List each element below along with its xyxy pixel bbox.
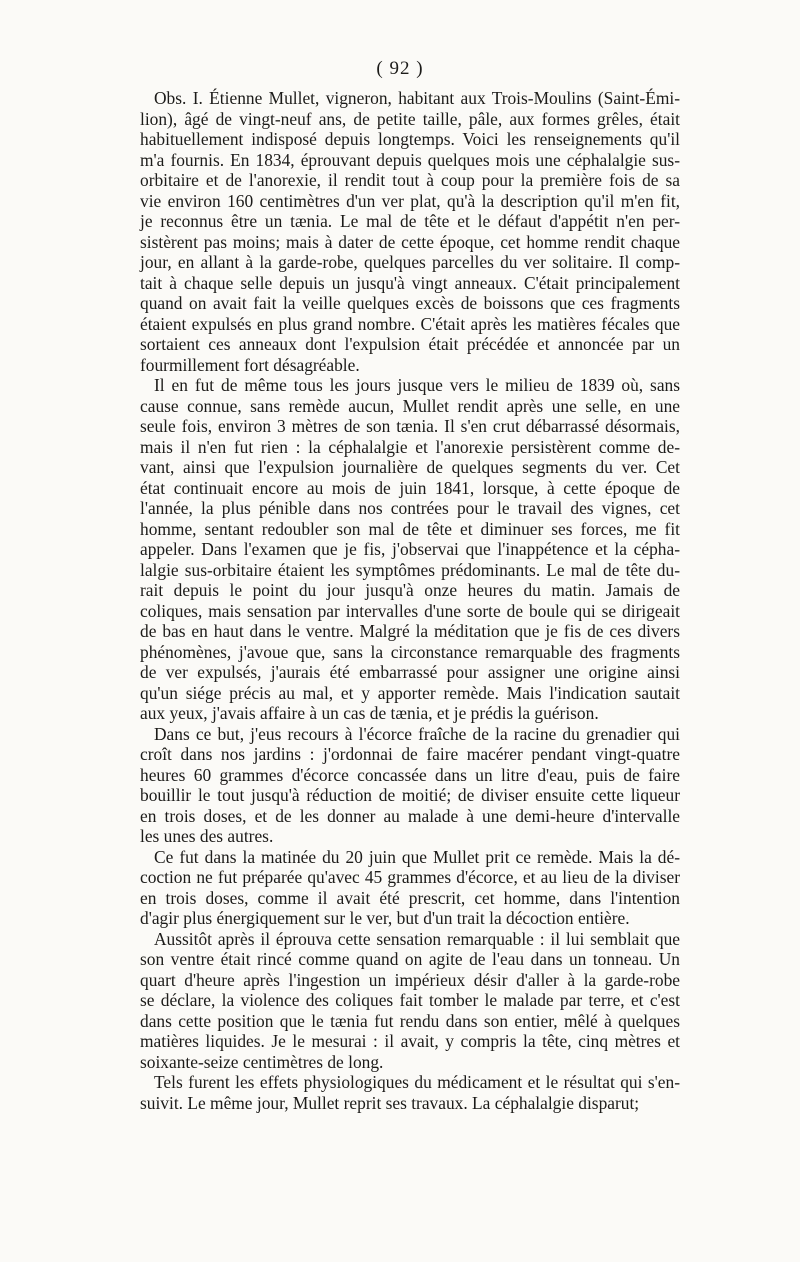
- text-line: Obs. I. Étienne Mullet, vigneron, habitant aux Trois-Moulins (Saint-Émi-: [154, 88, 680, 108]
- text-line: croît dans nos jardins : j'ordonnai de faire macérer pendant vingt-quatre: [140, 744, 680, 764]
- text-line: sortaient ces anneaux dont l'expulsion était précédée et annoncée par un: [140, 334, 680, 354]
- body-text: [140, 88, 680, 1113]
- text-line: suivit. Le même jour, Mullet reprit ses travaux. La céphalalgie disparut;: [140, 1092, 640, 1113]
- text-line: soixante-seize centimètres de long.: [140, 1051, 384, 1072]
- text-line: les unes des autres.: [140, 826, 274, 846]
- text-line: qu'un siége précis au mal, et y apporter remède. Mais l'indication sautait: [140, 682, 680, 703]
- text-line: seule fois, environ 3 mètres de son tænia. Il s'en crut débarrassé désormais,: [140, 416, 680, 436]
- text-line: phénomènes, j'avoue que, sans la circonstance remarquable des fragments: [140, 641, 680, 662]
- text-line: de bas en haut dans le ventre. Malgré la méditation que je fis de ces divers: [140, 621, 680, 641]
- text-line: lalgie sus-orbitaire étaient les symptômes prédominants. Le mal de tête du-: [140, 559, 680, 580]
- text-line: cause connue, sans remède aucun, Mullet rendit après une selle, en une: [140, 395, 680, 416]
- text-line: quand on avait fait la veille quelques excès de boissons que ces fragments: [140, 293, 680, 313]
- text-line: quart d'heure après l'ingestion un impérieux désir d'aller à la garde-robe: [140, 969, 680, 990]
- text-line: habituellement indisposé depuis longtemps. Voici les renseignements qu'il: [140, 129, 680, 149]
- paragraph: [140, 1072, 680, 1113]
- text-line: de ver expulsés, j'aurais été embarrassé pour assigner une origine ainsi: [140, 662, 680, 682]
- text-line: homme, sentant redoubler son mal de tête et diminuer ses forces, me fit: [140, 518, 680, 539]
- text-line: je reconnus être un tænia. Le mal de tête et le défaut d'appétit n'en per-: [140, 211, 680, 231]
- text-line: vie environ 160 centimètres d'un ver plat, qu'à la description qu'il m'en fit,: [140, 190, 680, 211]
- text-line: l'année, la plus pénible dans nos contrées pour le travail des vignes, cet: [140, 498, 680, 518]
- text-line: en trois doses, comme il avait été prescrit, cet homme, dans l'intention: [140, 887, 680, 908]
- text-line: coction ne fut préparée qu'avec 45 grammes d'écorce, et au lieu de la diviser: [140, 867, 680, 887]
- text-line: bouillir le tout jusqu'à réduction de moitié; de diviser ensuite cette liqueur: [140, 785, 680, 805]
- text-line: tait à chaque selle depuis un jusqu'à vingt anneaux. C'était principalement: [140, 272, 680, 293]
- text-line: heures 60 grammes d'écorce concassée dans un litre d'eau, puis de faire: [140, 764, 680, 785]
- text-line: Il en fut de même tous les jours jusque vers le milieu de 1839 où, sans: [154, 375, 680, 395]
- text-line: Tels furent les effets physiologiques du médicament et le résultat qui s'en-: [154, 1072, 680, 1092]
- paragraph: [140, 847, 680, 929]
- text-line: lion), âgé de vingt-neuf ans, de petite taille, pâle, aux formes grêles, était: [140, 108, 680, 129]
- page-number: ( 92 ): [376, 58, 424, 79]
- text-line: aux yeux, j'avais affaire à un cas de tænia, et je prédis la guérison.: [140, 703, 599, 723]
- paragraph: [140, 375, 680, 724]
- text-line: étaient expulsés en plus grand nombre. C'était après les matières fécales que: [140, 313, 680, 334]
- text-line: rait depuis le point du jour jusqu'à onze heures du matin. Jamais de: [140, 580, 680, 600]
- text-line: Ce fut dans la matinée du 20 juin que Mullet prit ce remède. Mais la dé-: [154, 846, 680, 867]
- text-line: Aussitôt après il éprouva cette sensation remarquable : il lui semblait que: [154, 928, 680, 949]
- text-line: d'agir plus énergiquement sur le ver, but d'un trait la décoction entière.: [140, 908, 630, 928]
- text-line: Dans ce but, j'eus recours à l'écorce fraîche de la racine du grenadier qui: [154, 723, 680, 744]
- text-line: m'a fournis. En 1834, éprouvant depuis quelques mois une céphalalgie sus-: [140, 149, 680, 170]
- text-line: appeler. Dans l'examen que je fis, j'observai que l'inappétence et la cépha-: [140, 539, 680, 559]
- text-line: mais il n'en fut rien : la céphalalgie et l'anorexie persistèrent comme de-: [140, 436, 680, 457]
- text-line: fourmillement fort désagréable.: [140, 354, 360, 375]
- text-line: son ventre était rincé comme quand on agite de l'eau dans un tonneau. Un: [140, 949, 680, 969]
- text-line: se déclare, la violence des coliques fait tomber le malade par terre, et c'est: [140, 990, 680, 1010]
- text-line: orbitaire et de l'anorexie, il rendit tout à coup pour la première fois de sa: [140, 170, 680, 190]
- text-line: état continuait encore au mois de juin 1841, lorsque, à cette époque de: [140, 477, 680, 498]
- text-line: sistèrent pas moins; mais à dater de cette époque, cet homme rendit chaque: [140, 231, 680, 252]
- paragraph: [140, 88, 680, 375]
- text-line: dans cette position que le tænia fut rendu dans son entier, mêlé à quelques: [140, 1010, 680, 1031]
- text-line: jour, en allant à la garde-robe, quelques parcelles du ver solitaire. Il comp-: [140, 252, 680, 272]
- text-line: matières liquides. Je le mesurai : il avait, y compris la tête, cinq mètres et: [140, 1031, 680, 1051]
- text-line: vant, ainsi que l'expulsion journalière de quelques segments du ver. Cet: [140, 457, 680, 477]
- paragraph: [140, 724, 680, 847]
- text-line: en trois doses, et de les donner au malade à une demi-heure d'intervalle: [140, 805, 680, 826]
- paragraph: [140, 929, 680, 1073]
- text-line: coliques, mais sensation par intervalles d'une sorte de boule qui se dirigeait: [140, 600, 680, 621]
